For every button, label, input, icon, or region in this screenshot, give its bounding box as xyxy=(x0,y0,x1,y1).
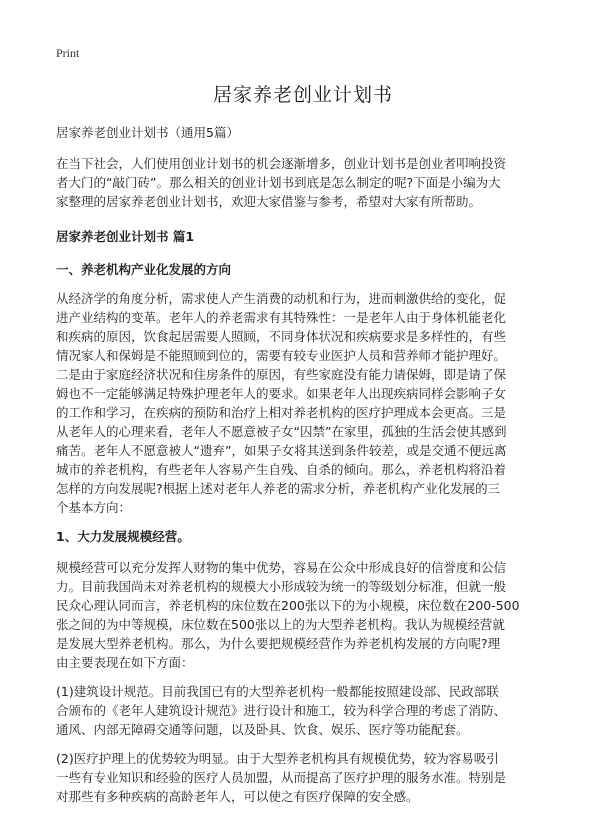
print-label[interactable]: Print xyxy=(56,46,80,60)
paragraph-scale: 规模经营可以充分发挥人财物的集中优势，容易在公众中形成良好的信誉度和公信 力。目前我国尚未对养老机构的规模大小形成较为统一的等级划分标准，但就一般 民众心理认同而言，养老机构的床位数在200张以下的为小规模，床位数在200-500 张之间的为中等规模，床位数在500张以上的为大型养老机构。我认为规模经营就 是发展大型养老机构。那么，为什么要把规模经营作为养老机构发展的方向呢?理 由主要表现在如下方面： xyxy=(56,560,520,670)
document-title: 居家养老创业计划书 xyxy=(212,84,393,106)
document-page xyxy=(56,80,550,816)
paragraph-direction: 从经济学的角度分析，需求使人产生消费的动机和行为，进而刺激供给的变化，促 进产业结构的变革。老年人的养老需求有其特殊性：一是老年人由于身体机能老化 和疾病的原因，饮食起居需要人照顾，不同身体状况和疾病要求是多样性的，有些 情况家人和保姆是不能照顾到位的，需要有较专业医护人员和营养师才能护理好。 二是由于家庭经济状况和住房条件的原因，有些家庭没有能力请保姆，即是请了保 姆也不一定能够满足特殊护理老年人的要求。如果老年人出现疾病同样会影响子女 的工作和学习，在疾病的预防和治疗上相对养老机构的医疗护理成本会更高。三是 从老年人的心理来看，老年人不愿意被子女“囚禁”在家里，孤独的生活会使其感到 痛苦。老年人不愿意被人“遗弃”，如果子女将其送到条件较差，或是交通不便远离 城市的养老机构，有些老年人容易产生自残、自杀的倾向。那么，养老机构将沿着 怎样的方向发展呢?根据上述对老年人养老的需求分析，养老机构产业化发展的三 个基本方向： xyxy=(56,291,507,515)
subsection-heading-scale: 1、大力发展规模经营。 xyxy=(56,529,190,544)
paragraph-building-design: (1)建筑设计规范。目前我国已有的大型养老机构一般都能按照建设部、民政部联 合颁布的《老年人建筑设计规范》进行设计和施工，较为科学合理的考虑了消防、 通风、内部无障碍交通等问题，以及卧具、饮食、娱乐、医疗等功能配套。 xyxy=(56,684,507,737)
section-heading-1: 居家养老创业计划书 篇1 xyxy=(56,229,195,244)
subsection-heading-direction: 一、养老机构产业化发展的方向 xyxy=(56,262,232,277)
intro-paragraph: 在当下社会，人们使用创业计划书的机会逐渐增多，创业计划书是创业者叩响投资 者大门的“敲门砖”。那么相关的创业计划书到底是怎么制定的呢?下面是小编为大 家整理的居家养老创业计划书，欢迎大家借鉴与参考，希望对大家有所帮助。 xyxy=(56,156,507,209)
document-subtitle: 居家养老创业计划书（通用5篇） xyxy=(56,125,239,140)
paragraph-medical-care: (2)医疗护理上的优势较为明显。由于大型养老机构具有规模优势，较为容易吸引 一些有专业知识和经验的医疗人员加盟，从而提高了医疗护理的服务水准。特别是 对那些有多种疾病的高龄老年人，可以使之有医疗保障的安全感。 xyxy=(56,751,507,804)
